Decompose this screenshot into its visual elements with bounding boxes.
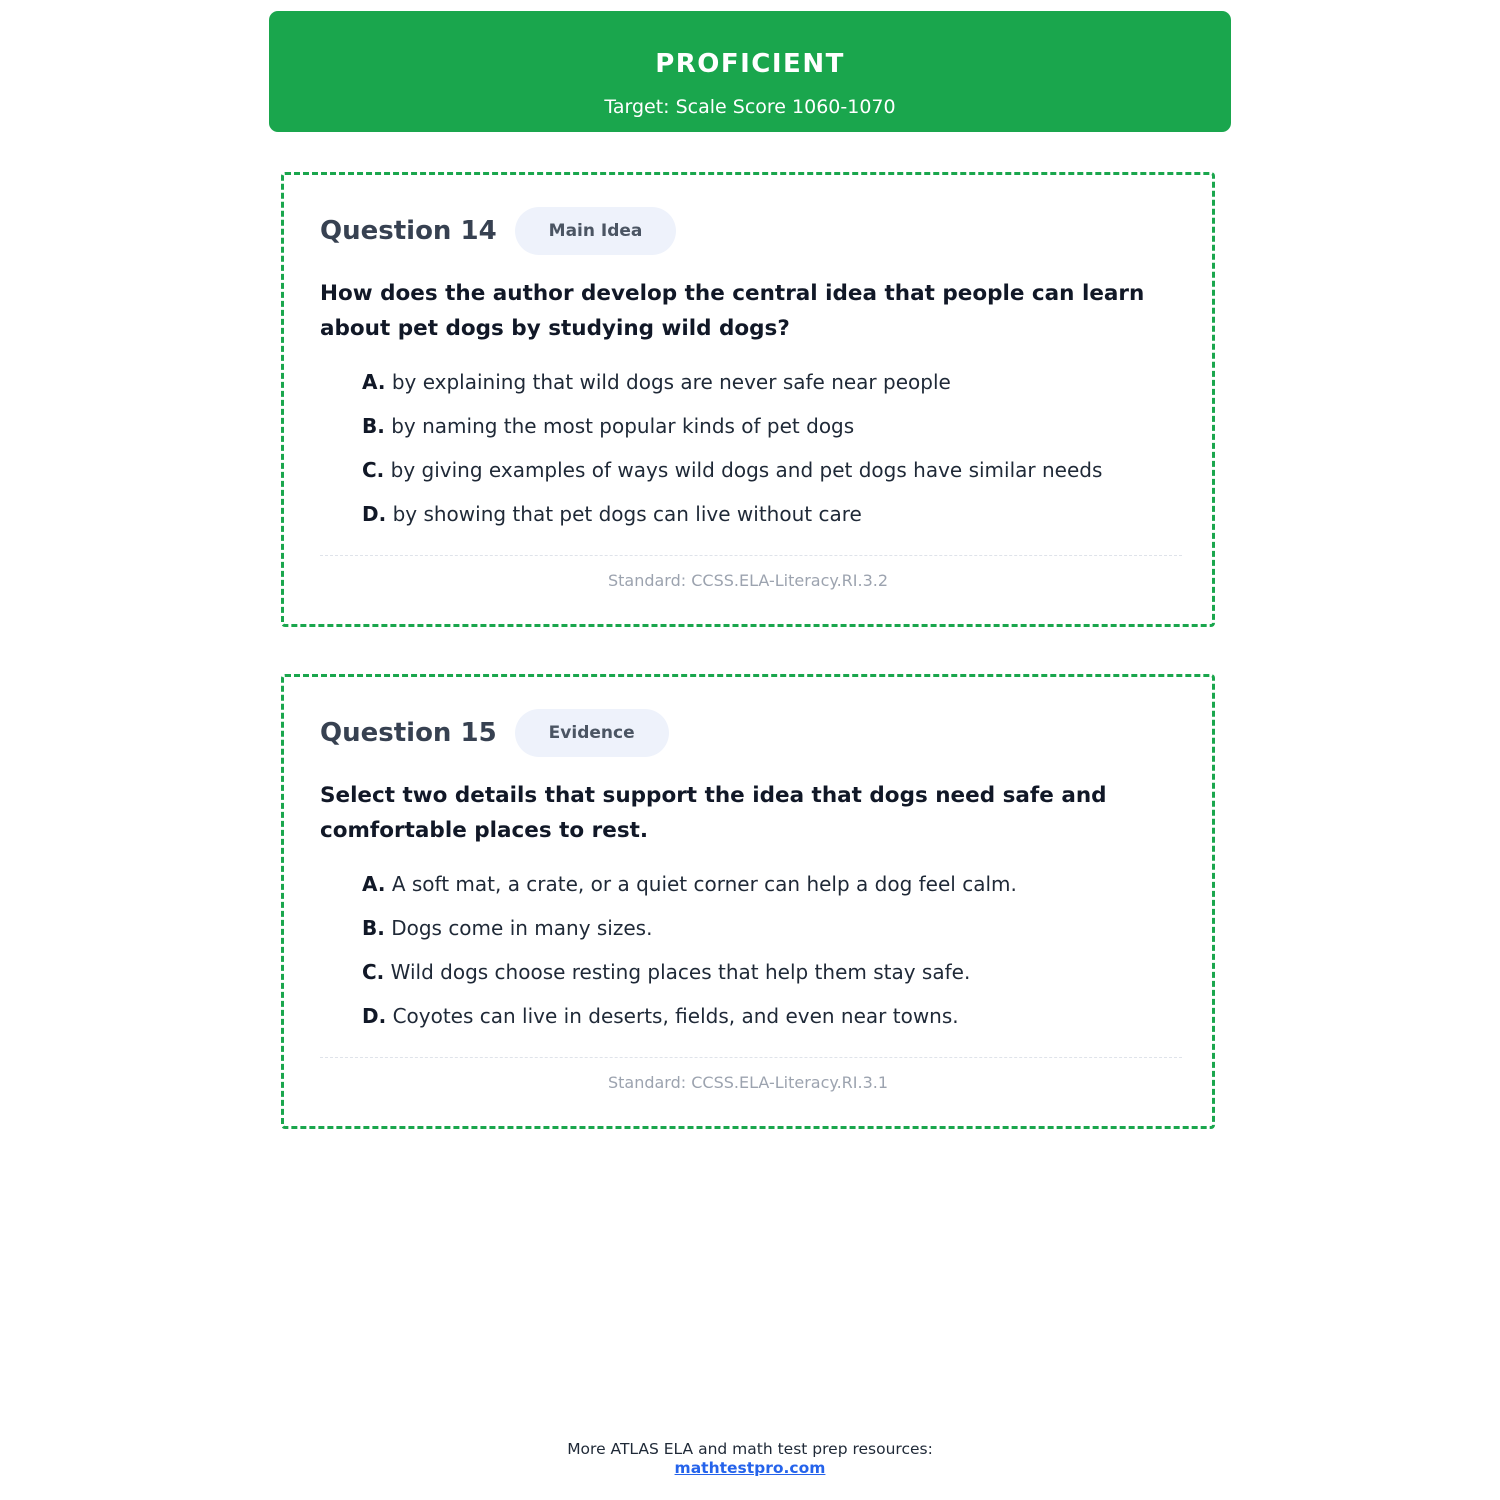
answer-option[interactable] [362, 497, 1102, 541]
option-letter: A. [362, 872, 386, 896]
option-letter: C. [362, 960, 385, 984]
target-score: Target: Scale Score 1060-1070 [604, 96, 896, 118]
skill-tag: Main Idea [515, 207, 677, 255]
question-prompt: Select two details that support the idea that dogs need safe and comfortable places to rest. [320, 783, 1107, 843]
question-prompt: How does the author develop the central idea that people can learn about pet dogs by studying wild dogs? [320, 281, 1145, 341]
option-text: by naming the most popular kinds of pet dogs [391, 414, 855, 438]
divider [320, 555, 1182, 556]
option-letter: A. [362, 370, 386, 394]
option-letter: B. [362, 414, 385, 438]
question-header [320, 709, 669, 757]
option-text: by showing that pet dogs can live without care [392, 502, 862, 526]
option-letter: D. [362, 1004, 387, 1028]
standard-label: Standard: CCSS.ELA-Literacy.RI.3.2 [607, 571, 889, 590]
question-header [320, 207, 676, 255]
level-title: PROFICIENT [655, 49, 845, 79]
question-card [281, 674, 1215, 1129]
footer-link[interactable]: mathtestpro.com [674, 1459, 826, 1477]
option-text: by explaining that wild dogs are never safe near people [391, 370, 951, 394]
level-banner [269, 11, 1231, 132]
option-text: Wild dogs choose resting places that help them stay safe. [390, 960, 971, 984]
divider [320, 1057, 1182, 1058]
option-text: Dogs come in many sizes. [391, 916, 653, 940]
question-title: Question 15 [320, 718, 497, 748]
footer-text: More ATLAS ELA and math test prep resources: [567, 1440, 933, 1458]
option-text: by giving examples of ways wild dogs and pet dogs have similar needs [390, 458, 1103, 482]
skill-tag: Evidence [515, 709, 669, 757]
answer-option[interactable] [362, 955, 1017, 999]
option-text: A soft mat, a crate, or a quiet corner can help a dog feel calm. [391, 872, 1017, 896]
answer-option[interactable] [362, 409, 1102, 453]
footer [0, 1440, 1500, 1478]
option-letter: C. [362, 458, 385, 482]
answer-option[interactable] [362, 867, 1017, 911]
standard-label: Standard: CCSS.ELA-Literacy.RI.3.1 [607, 1073, 889, 1092]
answer-option[interactable] [362, 911, 1017, 955]
answer-options [362, 867, 1017, 1043]
answer-option[interactable] [362, 365, 1102, 409]
question-card [281, 172, 1215, 627]
question-title: Question 14 [320, 216, 497, 246]
option-letter: D. [362, 502, 387, 526]
option-text: Coyotes can live in deserts, fields, and even near towns. [392, 1004, 959, 1028]
answer-option[interactable] [362, 999, 1017, 1043]
answer-options [362, 365, 1102, 541]
answer-option[interactable] [362, 453, 1102, 497]
option-letter: B. [362, 916, 385, 940]
